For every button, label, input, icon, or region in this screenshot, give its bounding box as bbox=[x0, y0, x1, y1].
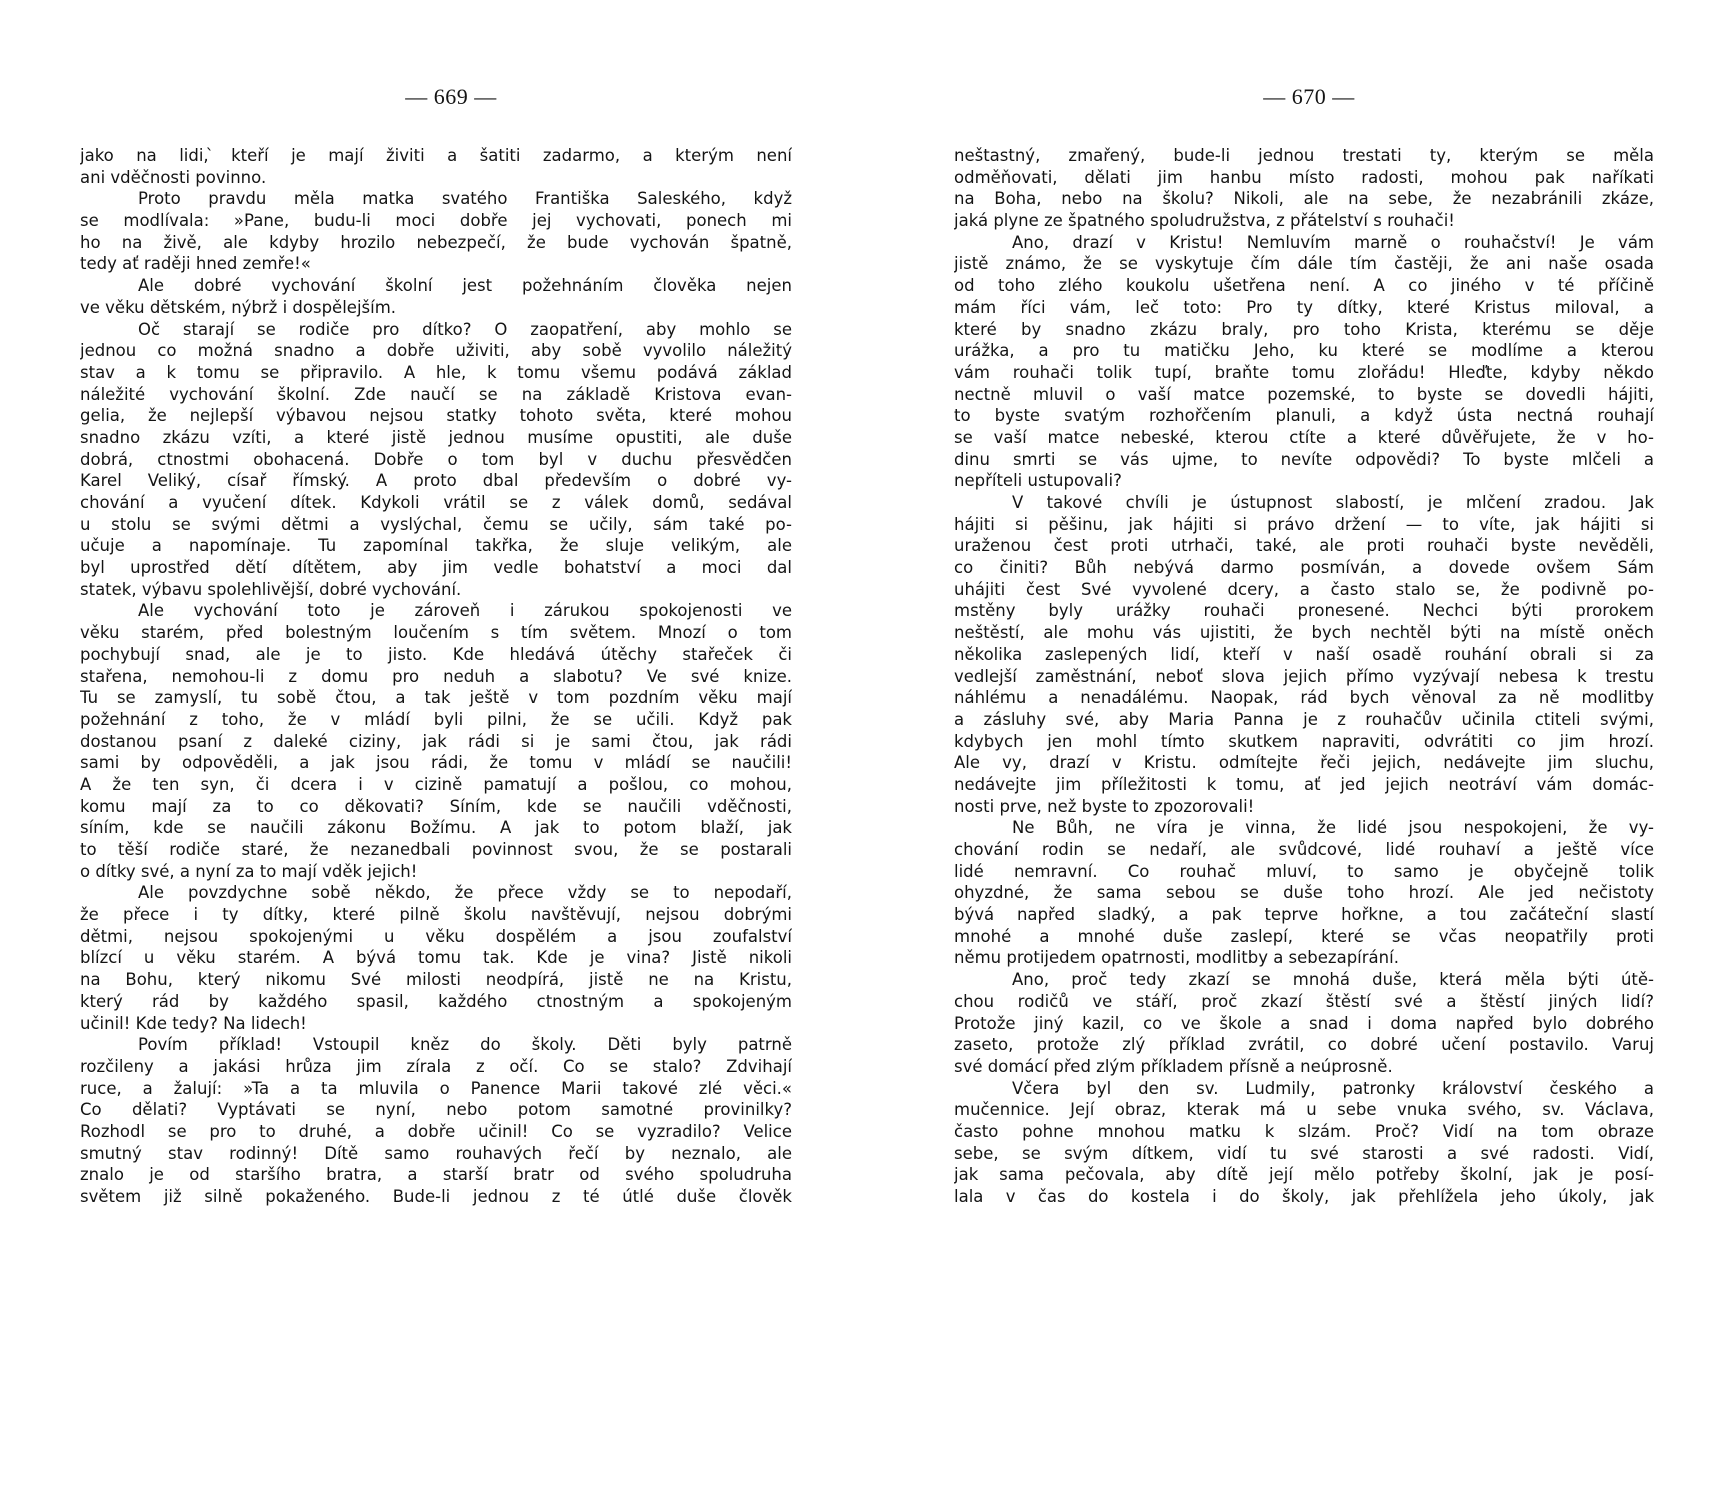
text-line: uraženou čest proti utrhači, také, ale proti rouhači byste nevěděli, bbox=[954, 536, 1654, 556]
text-line: síním, kde se naučili zákonu Božímu. A jak to potom blaží, jak bbox=[80, 818, 792, 838]
text-line: učinil! Kde tedy? Na lidech! bbox=[80, 1013, 307, 1033]
text-line: Tu se zamyslí, tu sobě čtou, a tak ještě v tom pozdním věku mají bbox=[80, 688, 792, 708]
text-line: ruce, a žalují: »Ta a ta mluvila o Panence Marii takové zlé věci.« bbox=[80, 1078, 792, 1098]
page-text bbox=[954, 145, 1654, 1208]
text-line: V takové chvíli je ústupnost slabostí, je mlčení zradou. Jak bbox=[1012, 493, 1654, 512]
text-line: které by snadno zkázu braly, pro toho Krista, kterému se děje bbox=[954, 319, 1654, 339]
text-line: Ano, proč tedy zkazí se mnohá duše, která měla býti útě- bbox=[1012, 970, 1654, 990]
text-line: chování rodin se nedaří, ale svůdcové, lidé rouhaví a ještě více bbox=[954, 840, 1654, 859]
text-line: Ale vy, drazí v Kristu. odmítejte řeči jejich, nedávejte jim sluchu, bbox=[954, 753, 1654, 773]
page-number: — 670 — bbox=[1263, 84, 1355, 109]
text-line: sebe, se svým dítkem, vidí tu své starosti a své radosti. Vidí, bbox=[954, 1143, 1654, 1163]
text-line: vám rouhači tolik tupí, braňte tomu zlořádu! Hleďte, kdyby někdo bbox=[954, 362, 1654, 382]
text-line: ohyzdné, že sama sebou se duše toho hrozí. Ale jed nečistoty bbox=[954, 883, 1654, 903]
text-line: neštastný, zmařený, bude-li jednou trestati ty, kterým se měla bbox=[954, 146, 1654, 165]
text-line: neštěstí, ale mohu vás ujistiti, že bych nechtěl býti na místě oněch bbox=[954, 623, 1654, 643]
text-line: zaseto, protože zlý příklad zvrátil, co dobré učení postavilo. Varuj bbox=[954, 1035, 1654, 1055]
left-page bbox=[80, 0, 792, 1500]
text-line: o dítky své, a nyní za to mají vděk jejich! bbox=[80, 861, 418, 881]
text-line: ho na živě, ale kdyby hrozilo nebezpečí, že bude vychován špatně, bbox=[80, 232, 792, 252]
text-line: A že ten syn, či dcera i v cizině pamatují a pošlou, co mohou, bbox=[80, 774, 792, 794]
text-line: chování a vyučení dítek. Kdykoli vrátil se z válek domů, sedával bbox=[80, 493, 792, 512]
text-line: kdybych jen mohl tímto skutkem napraviti, odvrátiti co jim hrozí. bbox=[954, 731, 1654, 751]
text-line: ve věku dětském, nýbrž i dospělejším. bbox=[80, 297, 397, 317]
text-line: dinu smrti se vás ujme, to nevíte odpovědi? To byste mlčeli a bbox=[954, 449, 1654, 469]
text-line: své domácí před zlým příkladem přísně a neúprosně. bbox=[954, 1056, 1393, 1076]
text-line: Rozhodl se pro to druhé, a dobře učinil! Co se vyzradilo? Velice bbox=[80, 1121, 792, 1141]
text-line: dobrá, ctnostmi obohacená. Dobře o tom byl v duchu přesvědčen bbox=[80, 449, 792, 469]
text-line: na Bohu, který nikomu Své milosti neodpírá, jistě ne na Kristu, bbox=[80, 970, 792, 990]
text-line: lala v čas do kostela i do školy, jak přehlížela jeho úkoly, jak bbox=[954, 1187, 1654, 1206]
text-line: od toho zlého koukolu ušetřena není. A co jiného v té příčině bbox=[954, 276, 1654, 296]
text-line: vedlejší zaměstnání, neboť slova jejich přímo vyzývají nebesa k trestu bbox=[954, 666, 1654, 686]
text-line: němu protijedem opatrnosti, modlitby a sebezapírání. bbox=[954, 948, 1399, 968]
text-line: to byste svatým rozhořčením planuli, a když ústa nectná rouhají bbox=[954, 406, 1654, 426]
text-line: náležité vychování školní. Zde naučí se na základě Kristova evan- bbox=[80, 384, 792, 404]
text-line: se modlívala: »Pane, budu-li moci dobře jej vychovati, ponech mi bbox=[80, 211, 792, 231]
text-line: mstěny byly urážky rouhači pronesené. Nechci býti prorokem bbox=[954, 601, 1654, 621]
text-line: mnohé a mnohé duše zaslepí, které se včas neopatřily proti bbox=[954, 926, 1654, 946]
text-line: a zásluhy své, aby Maria Panna je z rouhačův učinila ctiteli svými, bbox=[954, 709, 1654, 729]
text-line: Proto pravdu měla matka svatého Františka Saleského, když bbox=[138, 189, 792, 209]
text-line: bývá napřed sladký, a pak teprve hořkne, a tou začáteční slastí bbox=[954, 905, 1654, 925]
text-line: Ale vychování toto je zároveň i zárukou spokojenosti ve bbox=[138, 601, 792, 621]
text-line: Povím příklad! Vstoupil kněz do školy. Děti byly patrně bbox=[138, 1035, 792, 1055]
text-line: jaká plyne ze špatného spoludružstva, z přátelství s rouhači! bbox=[954, 211, 1455, 231]
text-line: Karel Veliký, císař římský. A proto dbal především o dobré vy- bbox=[80, 471, 792, 491]
text-line: Ano, drazí v Kristu! Nemluvím marně o rouhačství! Je vám bbox=[1012, 232, 1654, 252]
text-line: náhlému a nenadálému. Naopak, rád bych věnoval za ně modlitby bbox=[954, 688, 1654, 708]
text-line: hájiti si pěšinu, jak hájiti si právo držení — to víte, jak hájiti si bbox=[954, 514, 1654, 534]
text-line: gelia, že nejlepší výbavou nejsou statky tohoto světa, které mohou bbox=[80, 406, 792, 426]
text-line: tedy ať raději hned zemře!« bbox=[80, 254, 311, 274]
page-number: — 669 — bbox=[405, 84, 497, 109]
text-line: se vaší matce nebeské, kterou ctíte a které důvěřujete, že v ho- bbox=[954, 427, 1654, 447]
text-line: komu mají za to co děkovati? Síním, kde se naučili vděčnosti, bbox=[80, 796, 792, 816]
text-line: znalo je od staršího bratra, a starší bratr od svého spoludruha bbox=[80, 1165, 792, 1185]
text-line: ani vděčnosti povinno. bbox=[80, 167, 267, 187]
text-line: často pohne mnohou matku k slzám. Proč? Vidí na tom obraze bbox=[954, 1121, 1654, 1141]
text-line: nosti prve, než byste to zpozorovali! bbox=[954, 796, 1255, 816]
right-page bbox=[954, 0, 1654, 1500]
text-line: jednou co možná snadno a dobře uživiti, aby sobě vyvolilo náležitý bbox=[80, 341, 792, 361]
text-line: odměňovati, dělati jim hanbu místo radosti, mohou pak naříkati bbox=[954, 167, 1654, 187]
text-line: stav a k tomu se připravilo. A hle, k tomu všemu podává základ bbox=[80, 362, 792, 382]
text-line: smutný stav rodinný! Dítě samo rouhavých řečí by neznalo, ale bbox=[80, 1143, 792, 1163]
text-line: Ale povzdychne sobě někdo, že přece vždy se to nepodaří, bbox=[138, 883, 792, 903]
text-line: dětmi, nejsou spokojenými u věku dospělém a jsou zoufalství bbox=[80, 926, 792, 946]
text-line: učuje a napomínaje. Tu zapomínal takřka, že sluje velikým, ale bbox=[80, 536, 792, 556]
text-line: požehnání z toho, že v mládí byli pilni, že se učili. Když pak bbox=[80, 709, 792, 729]
text-line: Protože jiný kazil, co ve škole a snad i doma napřed bylo dobrého bbox=[954, 1013, 1654, 1033]
text-line: byl uprostřed dětí dítětem, aby jim vedle bohatství a moci dal bbox=[80, 558, 792, 578]
text-line: nectně mluvil o vaší matce pozemské, to byste se dovedli hájiti, bbox=[954, 384, 1654, 404]
text-line: uhájiti čest Své vyvolené dcery, a často stalo se, že podivně po- bbox=[954, 579, 1654, 599]
text-line: jak sama pečovala, aby dítě její mělo potřeby školní, jak je posí- bbox=[954, 1165, 1654, 1185]
text-line: mučennice. Její obraz, kterak má u sebe vnuka svého, sv. Václava, bbox=[954, 1100, 1654, 1120]
text-line: stařena, nemohou-li z domu pro neduh a slabotu? Ve své knize. bbox=[80, 666, 792, 686]
text-line: věku starém, před bolestným loučením s tím světem. Mnozí o tom bbox=[80, 623, 792, 643]
text-line: Ne Bůh, ne víra je vinna, že lidé jsou nespokojeni, že vy- bbox=[1012, 818, 1654, 838]
text-line: který rád by každého spasil, každého ctnostným a spokojeným bbox=[80, 991, 792, 1011]
text-line: na Boha, nebo na školu? Nikoli, ale na sebe, že nezabránili zkáze, bbox=[954, 189, 1654, 209]
text-line: dostanou psaní z daleké ciziny, jak rádi si je sami čtou, jak rádi bbox=[80, 731, 792, 751]
text-line: Oč starají se rodiče pro dítko? O zaopatření, aby mohlo se bbox=[138, 319, 792, 339]
text-line: Včera byl den sv. Ludmily, patronky království českého a bbox=[1012, 1078, 1654, 1098]
text-line: že přece i ty dítky, které pilně školu navštěvují, nejsou dobrými bbox=[80, 905, 792, 925]
text-line: blízcí u věku starém. A bývá tomu tak. Kde je vina? Jistě nikoli bbox=[80, 948, 792, 968]
text-line: u stolu se svými dětmi a vyslýchal, čemu se učily, sám také po- bbox=[80, 514, 792, 534]
text-line: pochybují snad, ale je to jisto. Kde hledává útěchy stařeček či bbox=[80, 644, 792, 664]
text-line: snadno zkázu vzíti, a které jistě jednou musíme opustiti, ale duše bbox=[80, 427, 792, 447]
text-line: rozčileny a jakási hrůza jim zírala z očí. Co se stalo? Zdvihají bbox=[80, 1056, 792, 1076]
text-line: sami by odpověděli, a jak jsou rádi, že tomu v mládí se naučili! bbox=[80, 753, 792, 773]
text-line: světem již silně pokaženého. Bude-li jednou z té útlé duše člověk bbox=[80, 1187, 792, 1206]
text-line: Ale dobré vychování školní jest požehnáním člověka nejen bbox=[138, 276, 792, 296]
text-line: statek, výbavu spolehlivější, dobré vychování. bbox=[80, 579, 462, 599]
text-line: nedávejte jim příležitosti k tomu, ať jed jejich neotráví vám domác- bbox=[954, 774, 1654, 794]
text-line: co činiti? Bůh nebývá darmo posmíván, a dovede ovšem Sám bbox=[954, 558, 1654, 578]
text-line: to těší rodiče staré, že nezanedbali povinnost svou, že se postarali bbox=[80, 840, 792, 859]
text-line: chou rodičů ve stáří, proč zkazí štěstí své a štěstí jiných lidí? bbox=[954, 991, 1654, 1011]
text-line: Co dělati? Vyptávati se nyní, nebo potom samotné provinilky? bbox=[80, 1100, 792, 1120]
text-line: nepříteli ustupovali? bbox=[954, 471, 1122, 491]
page-text bbox=[80, 145, 792, 1208]
text-line: několika zaslepených lidí, kteří v naší osadě rouhání obrali si za bbox=[954, 644, 1654, 664]
text-line: mám říci vám, leč toto: Pro ty dítky, které Kristus miloval, a bbox=[954, 297, 1654, 317]
text-line: lidé nemravní. Co rouhač mluví, to samo je obyčejně tolik bbox=[954, 861, 1654, 881]
text-line: jako na lidi, ̀kteří je mají živiti a šatiti zadarmo, a kterým není bbox=[80, 146, 792, 165]
text-line: urážka, a pro tu matičku Jeho, ku které se modlíme a kterou bbox=[954, 341, 1654, 361]
text-line: jistě známo, že se vyskytuje čím dále tím častěji, že ani naše osada bbox=[954, 254, 1654, 274]
